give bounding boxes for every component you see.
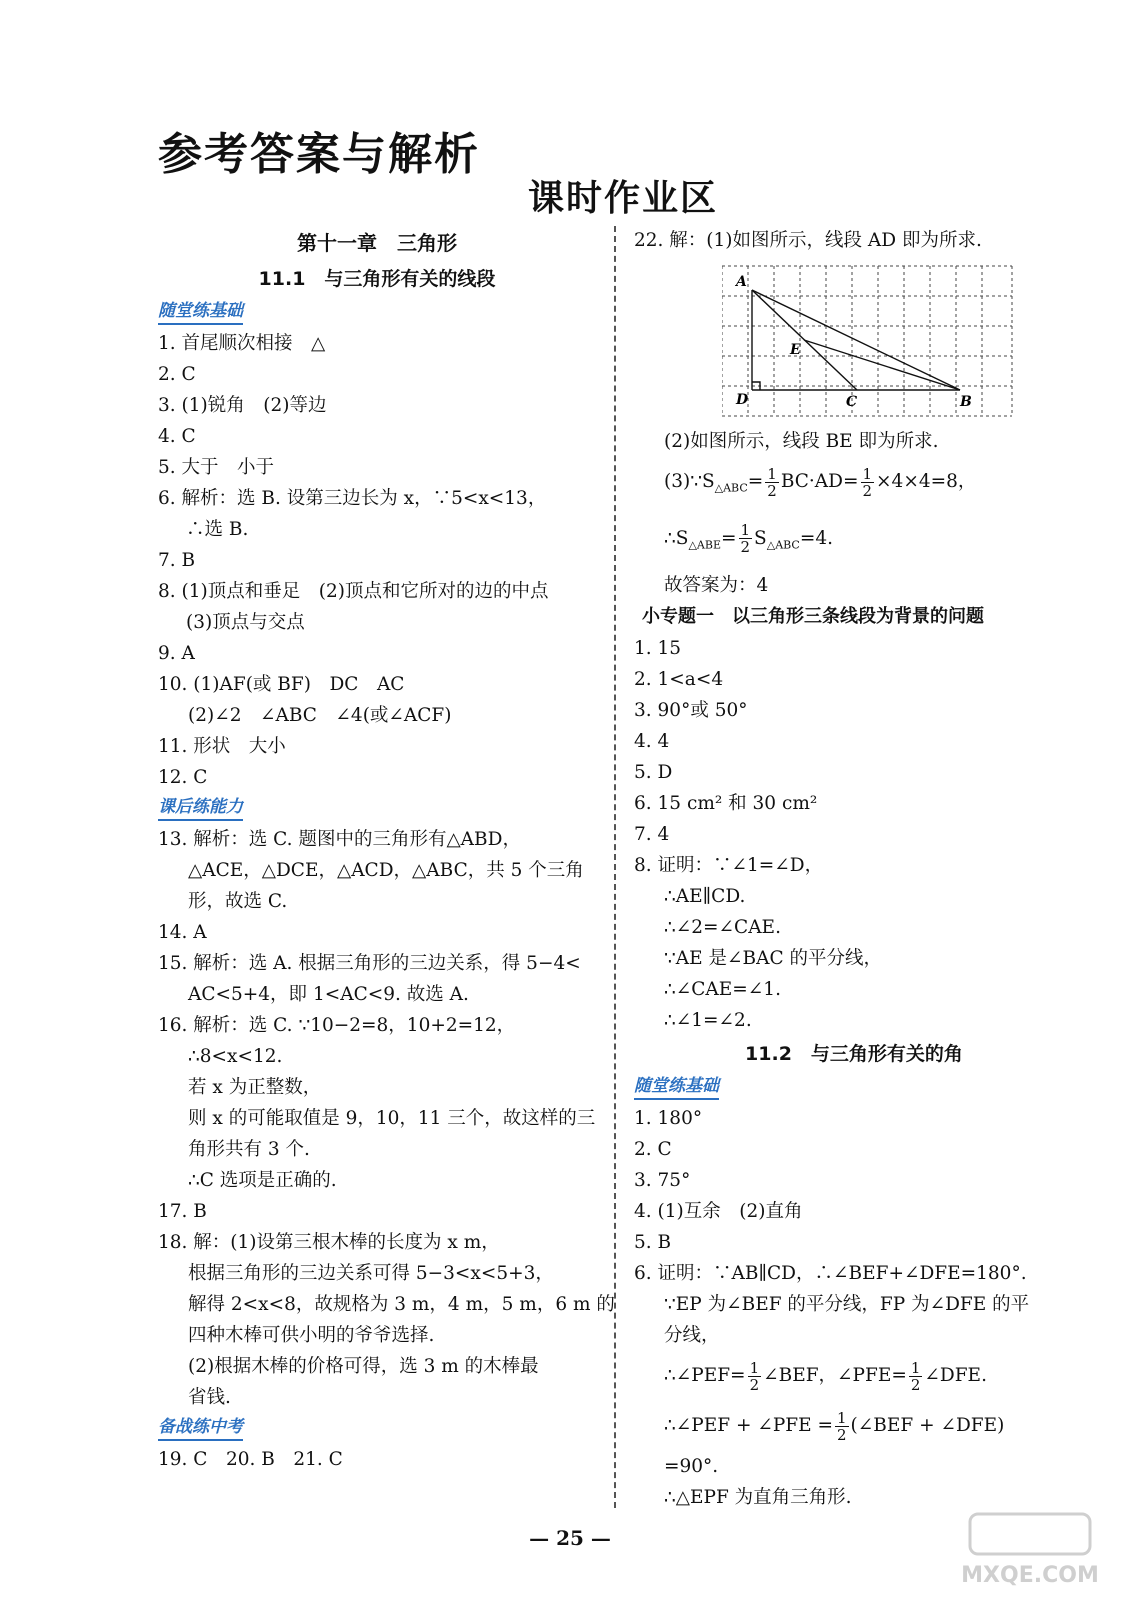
- page-title: 参考答案与解析: [158, 129, 480, 180]
- answer-line: 7. B: [158, 550, 196, 571]
- answer-line: 分线，: [664, 1325, 720, 1347]
- answer-line: 16. 解析：选 C. ∵10−2=8，10+2=12，: [158, 1015, 516, 1036]
- answer-line: 6. 解析：选 B. 设第三边长为 x，∵5<x<13，: [158, 488, 547, 509]
- answer-line: 6. 证明：∵AB∥CD，∴∠BEF+∠DFE=180°.: [634, 1263, 1027, 1285]
- chapter-heading: 第十一章 三角形: [297, 231, 457, 255]
- fraction-num: 1: [837, 1408, 847, 1427]
- answer-line: 17. B: [158, 1201, 207, 1222]
- topic-heading: 小专题一 以三角形三条线段为背景的问题: [642, 606, 984, 628]
- answer-line: ∴∠2=∠CAE.: [664, 917, 781, 939]
- label-b: B: [960, 394, 972, 410]
- answer-line: ∴∠1=∠2.: [664, 1010, 752, 1032]
- answer-line: 13. 解析：选 C. 题图中的三角形有△ABD，: [158, 829, 521, 850]
- answer-line: 12. C: [158, 767, 208, 788]
- formula-text: =: [720, 527, 737, 549]
- right-column: [634, 225, 1074, 1513]
- formula-text: ∴S: [664, 527, 689, 549]
- fraction: [765, 466, 779, 499]
- answer-line: 四种木棒可供小明的爷爷选择.: [188, 1325, 435, 1346]
- answer-line: 1. 首尾顺次相接 △: [158, 333, 326, 354]
- answer-line: 15. 解析：选 A. 根据三角形的三边关系，得 5−4<: [158, 953, 581, 974]
- answer-line: 2. C: [158, 364, 196, 385]
- answer-line: 故答案为：4: [664, 575, 769, 597]
- answer-line: 2. 1<a<4: [634, 669, 724, 691]
- answer-line: (2)∠2 ∠ABC ∠4(或∠ACF): [188, 705, 452, 726]
- tag-exam: 备战练中考: [158, 1415, 243, 1441]
- fraction-den: 2: [910, 1375, 921, 1394]
- answer-line: 形，故选 C.: [188, 891, 288, 912]
- answer-line: 则 x 的可能取值是 9，10，11 三个，故这样的三: [188, 1108, 596, 1129]
- answer-line: 2. C: [634, 1139, 672, 1161]
- answer-line: 8. 证明：∵∠1=∠D，: [634, 855, 824, 877]
- answer-line: 3. 75°: [634, 1170, 691, 1192]
- answer-line: (2)如图所示，线段 BE 即为所求.: [664, 431, 939, 452]
- answer-line: 4. C: [158, 426, 196, 447]
- angle-formula-line: [634, 1401, 1074, 1451]
- formula-sub: △ABE: [688, 538, 721, 552]
- fraction: [835, 1410, 849, 1443]
- answer-line: 3. (1)锐角 (2)等边: [158, 395, 327, 416]
- answer-line: 省钱.: [188, 1387, 231, 1408]
- answer-line: 解得 2<x<8，故规格为 3 m，4 m，5 m，6 m 的: [188, 1294, 615, 1315]
- formula-sub: △ABC: [766, 538, 800, 552]
- fraction-num: 1: [749, 1358, 760, 1377]
- area-formula-line: [634, 457, 1074, 514]
- answer-line: 11. 形状 大小: [158, 736, 286, 757]
- tag-basic: 随堂练基础: [634, 1074, 719, 1100]
- tag-ability: 课后练能力: [158, 795, 243, 821]
- page-subtitle: 课时作业区: [528, 178, 719, 219]
- label-c: C: [846, 394, 858, 410]
- formula-text: ∴∠PEF=: [664, 1365, 746, 1387]
- answer-line: 根据三角形的三边关系可得 5−3<x<5+3，: [188, 1263, 554, 1284]
- answer-line: (3)顶点与交点: [186, 612, 305, 633]
- answer-line: =90°.: [664, 1456, 719, 1478]
- answer-line: △ACE，△DCE，△ACD，△ABC，共 5 个三角: [188, 860, 584, 881]
- left-column: [158, 225, 615, 1475]
- section-heading: 11.2 与三角形有关的角: [745, 1043, 963, 1066]
- formula-text: ∴∠PEF + ∠PFE =: [664, 1415, 833, 1437]
- answer-line: 22. 解：(1)如图所示，线段 AD 即为所求.: [634, 230, 982, 251]
- answer-line: 1. 180°: [634, 1108, 703, 1130]
- fraction: [748, 1360, 762, 1393]
- answer-line: 18. 解：(1)设第三根木棒的长度为 x m，: [158, 1232, 500, 1253]
- answer-line: 角形共有 3 个.: [188, 1139, 310, 1160]
- fraction-den: 2: [749, 1375, 760, 1394]
- answer-line: ∵AE 是∠BAC 的平分线，: [664, 948, 883, 970]
- watermark-text: MXQE.COM: [961, 1563, 1099, 1588]
- answer-line: ∴AE∥CD.: [664, 886, 746, 908]
- answer-line: 3. 90°或 50°: [634, 700, 748, 722]
- label-d: D: [736, 392, 749, 408]
- answer-line: 5. D: [634, 762, 673, 784]
- fraction: [739, 522, 753, 555]
- answer-line: 5. 大于 小于: [158, 457, 275, 478]
- area-formula-line: [634, 514, 1074, 571]
- formula-text: ×4×4=8，: [876, 471, 977, 492]
- fraction: [861, 466, 875, 499]
- answer-line: 19. C 20. B 21. C: [158, 1449, 343, 1470]
- answer-line: ∴△EPF 为直角三角形.: [664, 1487, 852, 1509]
- answer-line: 9. A: [158, 643, 195, 664]
- answer-line: 1. 15: [634, 638, 682, 660]
- fraction-den: 2: [767, 481, 777, 500]
- formula-text: (3)∵S: [664, 471, 715, 492]
- label-a: A: [736, 274, 747, 290]
- answer-line: ∴8<x<12.: [188, 1046, 283, 1067]
- fraction-num: 1: [767, 464, 777, 483]
- answer-line: 7. 4: [634, 824, 670, 846]
- formula-text: =: [747, 471, 764, 492]
- answer-line: AC<5+4，即 1<AC<9. 故选 A.: [188, 984, 469, 1005]
- page-number: — 25 —: [529, 1526, 611, 1550]
- answer-line: 4. 4: [634, 731, 670, 753]
- fraction-den: 2: [740, 538, 751, 557]
- section-heading: 11.1 与三角形有关的线段: [258, 268, 496, 290]
- fraction: [909, 1360, 923, 1393]
- formula-text: ∠DFE.: [924, 1365, 987, 1387]
- answer-line: 若 x 为正整数，: [188, 1077, 322, 1098]
- answer-line: 6. 15 cm² 和 30 cm²: [634, 793, 818, 815]
- fraction-den: 2: [837, 1425, 847, 1444]
- angle-formula-line: [634, 1351, 1074, 1401]
- answer-line: 4. (1)互余 (2)直角: [634, 1201, 803, 1223]
- answer-line: ∴选 B.: [186, 519, 249, 540]
- answer-line: 14. A: [158, 922, 207, 943]
- fraction-num: 1: [910, 1358, 921, 1377]
- grid-figure: [722, 262, 1022, 422]
- answer-line: 10. (1)AF(或 BF) DC AC: [158, 674, 405, 695]
- fraction-den: 2: [862, 481, 873, 500]
- fraction-num: 1: [740, 521, 751, 540]
- answer-line: ∵EP 为∠BEF 的平分线，FP 为∠DFE 的平: [664, 1294, 1030, 1316]
- triangle-lines: [752, 290, 960, 390]
- formula-text: =4.: [799, 527, 833, 549]
- answer-line: ∴∠CAE=∠1.: [664, 979, 781, 1001]
- answer-line: 8. (1)顶点和垂足 (2)顶点和它所对的边的中点: [158, 581, 549, 602]
- formula-text: BC·AD=: [780, 471, 859, 492]
- answer-line: ∴C 选项是正确的.: [188, 1170, 337, 1191]
- formula-text: (∠BEF + ∠DFE): [850, 1415, 1005, 1437]
- tag-basic: 随堂练基础: [158, 299, 243, 325]
- answer-line: (2)根据木棒的价格可得，选 3 m 的木棒最: [188, 1356, 539, 1377]
- answer-line: 5. B: [634, 1232, 672, 1254]
- fraction-num: 1: [862, 464, 873, 483]
- formula-sub: △ABC: [714, 481, 748, 495]
- watermark-logo: [950, 1510, 1110, 1590]
- label-e: E: [790, 342, 801, 358]
- formula-text: S: [754, 527, 767, 549]
- formula-text: ∠BEF，∠PFE=: [763, 1365, 907, 1387]
